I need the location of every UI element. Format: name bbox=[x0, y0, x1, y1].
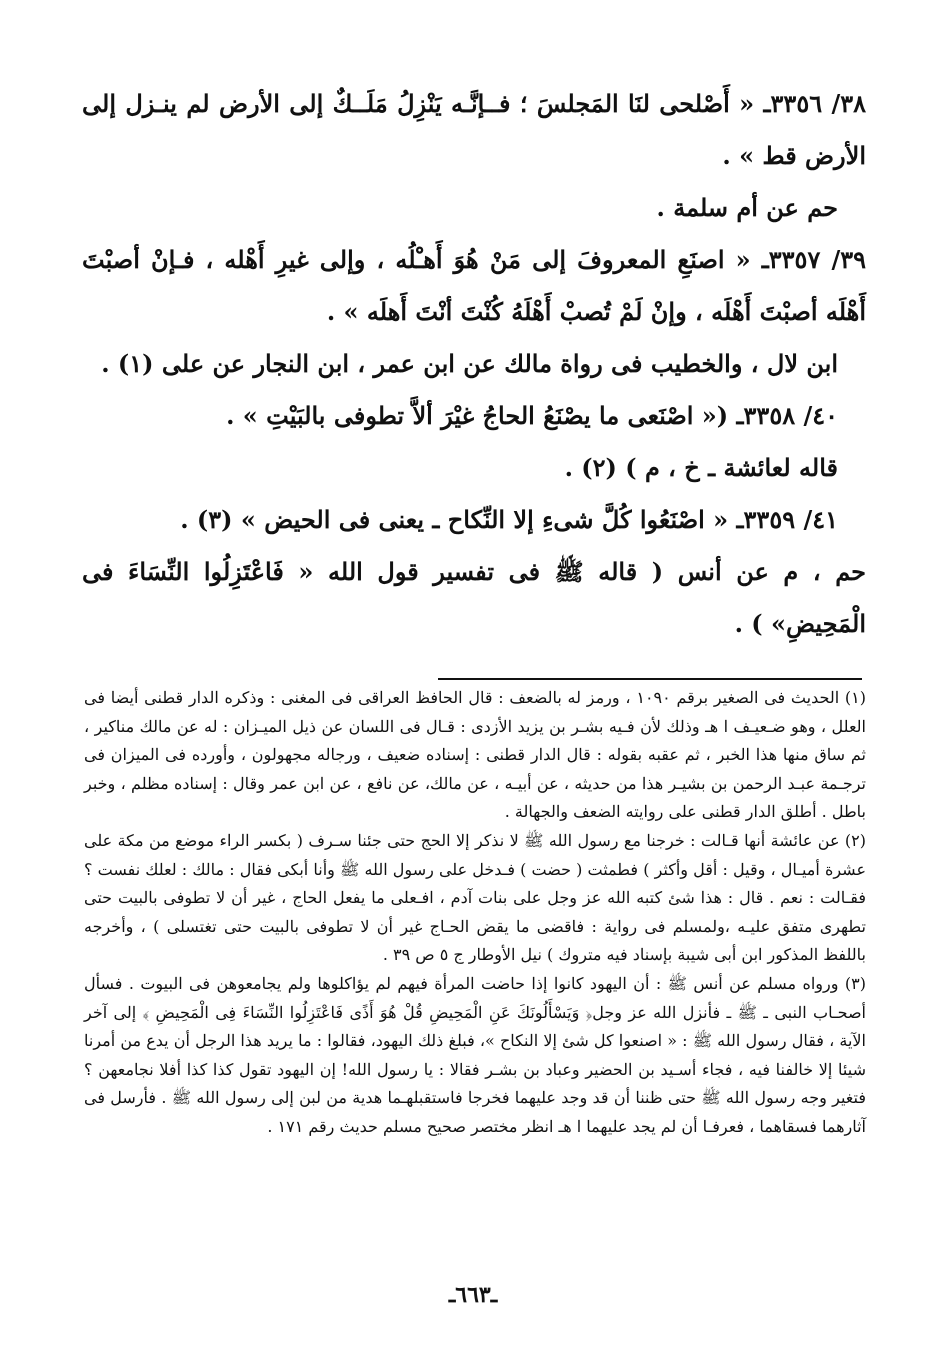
footnote-3: (٣) ورواه مسلم عن أنس ﷺ : أن اليهود كانوا إذا حاضت المرأة فيهم لم يؤاكلوها ولم يجامعوهن فى البيوت . فسأل أصحـاب النبى ـ ﷺ ـ فأنزل الله عز وجل﴿ وَيَسْأَلُونَكَ عَنِ الْمَحِيضِ قُلْ هُوَ أَذًى فَاعْتَزِلُوا النِّسَاءَ فِى الْمَحِيضِ ﴾ إلى آخر الآية ، فقال رسول الله ﷺ : « اصنعوا كل شئ إلا النكاح »، فبلغ ذلك اليهود، فقالوا : ما يريد هذا الرجل أن يدع من أمرنا شيئا إلا خالفنا فيه ، فجاء أسـيد بن الحضير وعباد بن بشـر فقالا : يا رسول الله! إن اليهود تقول كذا كذا أفلا نجامعهن ؟ فتغير وجه رسول الله ﷺ حتى ظننا أن قد وجد عليهما فخرجا فاستقبلهـما هدية من لبن إلى رسول الله ﷺ . فأرسل فى آثارهما فسقاهما ، فعرفـا أن لم يجد عليهما ا هـ انظر مختصر صحيح مسلم حديث رقم ١٧١ . bbox=[84, 973, 867, 1136]
footnote-1: (١) الحديث فى الصغير برقم ١٠٩٠ ، ورمز له بالضعف : قال الحافظ العراقى فى المغنى : وذكره الدار قطنى أيضا فى العلل ، وهو ضـعيـف ا هـ وذلك لأن فـيه بشـر بن يزيد الأزدى : قـال فى اللسان عن ذيل الميـزان : له عن مالك مناكير ، ثم ساق منها هذا الخبر ، ثم عقبه بقوله : قال الدار قطنى : إسناده ضعيف ، ورجاله مجهولون ، وأورده فى الميزان فى ترجـمة عبـد الرحمن بن بشيـر هذا من حديثه ، عن أبيـه ، عن مالك، عن نافع ، عن ابن عمر وقال : إسناده مظلم ، وخبر باطل . أطلق الدار قطنى على روايته الضعف والجهالة . bbox=[84, 688, 867, 822]
hadith-3359: ٤١/ ٣٣٥٩ـ « اصْنَعُوا كُلَّ شىءِ إلا النِّكاح ـ يعنى فى الحيض » (٣) . bbox=[180, 505, 838, 534]
main-text bbox=[82, 78, 866, 650]
footnote-separator bbox=[438, 678, 862, 680]
hadith-3357-source: ابن لال ، والخطيب فى رواة مالك عن ابن عمر ، ابن النجار عن على (١) . bbox=[101, 349, 838, 378]
footnotes bbox=[84, 684, 866, 1142]
footnote-2: (٢) عن عائشة أنها قـالت : خرجنا مع رسول الله ﷺ لا نذكر إلا الحج حتى جئنا سـرف ( بكسر الراء موضع من مكة على عشرة أميـال ، وقيل : أقل وأكثر ) فطمثت ( حضت ) فـدخل على رسول الله ﷺ وأنا أبكى فقال : مالك : لعلك نفست ؟ فقـالت : نعم . قال : هذا شئ كتبه الله عز وجل على بنات آدم ، افـعلى ما يفعل الحاج ، غير أن لا تطوفى بالبيت حتى تطهرى متفق عليـه ،ولمسلم فى رواية : فاقضى ما يقض الحـاج غير أن لا تطوفى بالبيت حتى تغتسلى ) ، وأخرجه باللفظ المذكور ابن أبى شيبة بإسناد فيه متروك ) نيل الأوطار ج ٥ ص ٣٩ . bbox=[84, 830, 867, 965]
hadith-3359-source: حم ، م عن أنس ( قاله ﷺ فى تفسير قول الله « فَاعْتَزِلُوا النِّسَاءَ فى الْمَحِيضِ» ) . bbox=[82, 557, 866, 638]
hadith-3358-source: قاله لعائشة ـ خ ، م ) (٢) . bbox=[564, 453, 838, 482]
hadith-3357: ٣٩/ ٣٣٥٧ـ « اصنَعِ المعروفَ إلى مَنْ هُوَ أَهـْلُه ، وإلى غيرِ أَهْله ، فـإنْ أصبْتَ أَهْلَه أصبْتَ أَهْلَه ، وإنْ لَمْ تُصبْ أَهْلَهُ كُنْتَ أنْتَ أَهلَه » . bbox=[82, 245, 866, 326]
hadith-3356: ٣٨/ ٣٣٥٦ـ « أَصْلحى لنَا المَجلسَ ؛ فــإنَّـه يَنْزِلُ مَلَــكٌ إلى الأرض لم ينـزل إلى الأرض قط » . bbox=[82, 89, 866, 170]
hadith-3356-source: حم عن أم سلمة . bbox=[656, 193, 838, 222]
page-number: ـ٦٦٣ـ bbox=[448, 1282, 498, 1308]
hadith-3358: ٤٠/ ٣٣٥٨ـ (« اصْنَعى ما يصْنَعُ الحاجُ غيْرَ ألاَّ تطوفى بالبَيْتِ » . bbox=[226, 401, 838, 430]
